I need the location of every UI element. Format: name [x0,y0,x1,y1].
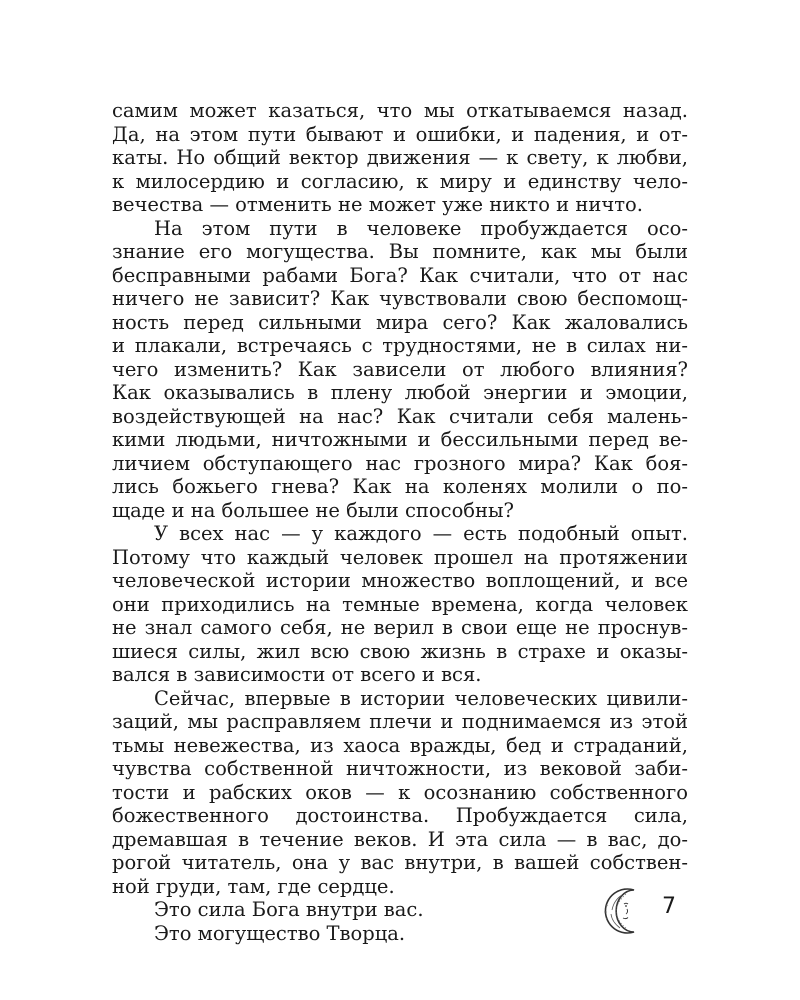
page-footer [0,880,800,940]
text-line: вечества — отменить не может уже никто и ничто. [112,193,643,216]
paragraph-first-line: Сейчас, впервые в истории человеческих цивили- [154,686,688,710]
page-number: 7 [662,894,676,919]
text-line: самим может казаться, что мы откатываемся назад. [112,99,688,122]
text-line: божественного достоинства. Пробуждается сила, [112,804,688,827]
text-line: знание его могущества. Вы помните, как мы были [112,240,688,263]
text-line: Как оказывались в плену любой энергии и эмоции, [112,381,688,404]
text-line: заций, мы расправляем плечи и поднимаемся из этой [112,710,688,733]
text-line: они приходились на темные времена, когда человек [112,592,688,616]
text-line: тости и рабских оков — к осознанию собственного [112,780,688,804]
paragraph-first-line: У всех нас — у каждого — есть подобный опыт. [154,522,688,545]
text-line: ность перед сильными мира сего? Как жаловались [112,310,688,334]
text-line: воздействующей на нас? Как считали себя малень- [112,404,688,428]
text-line: рогой читатель, она у вас внутри, в вашей собствен- [112,851,688,874]
text-line: к милосердию и согласию, к миру и единству чело- [112,169,688,193]
text-line: ной груди, там, где сердце. [112,874,395,898]
text-line: ничего не зависит? Как чувствовали свою беспомощ- [112,287,688,310]
text-line: шиеся силы, жил всю свою жизнь в страхе и оказы- [112,639,688,663]
text-line: вался в зависимости от всего и вся. [112,663,482,686]
text-line: чего изменить? Как зависели от любого влияния? [112,357,688,381]
text-line: Потому что каждый человек прошел на протяжении [112,545,688,569]
text-line: Да, на этом пути бывают и ошибки, и падения, и от- [112,122,688,146]
text-line: лись божьего гнева? Как на коленях молили о по- [112,475,688,498]
text-line: кими людьми, ничтожными и бессильными перед ве- [112,428,688,451]
text-line: щаде и на большее не были способны? [112,498,515,522]
text-line: чувства собственной ничтожности, из вековой заби- [112,757,688,780]
text-line: тьмы невежества, из хаоса вражды, бед и страданий, [112,733,688,757]
text-line: человеческой истории множество воплощений, и все [112,569,688,592]
paragraph-first-line: Это сила Бога внутри вас. [154,898,424,921]
text-line: личием обступающего нас грозного мира? Как боя- [112,451,688,475]
paragraph-first-line: На этом пути в человеке пробуждается осо- [154,216,688,240]
paragraph-first-line: Это могущество Творца. [154,921,406,945]
page-text [112,99,688,945]
crescent-moon-face-icon [600,886,650,936]
text-line: каты. Но общий вектор движения — к свету, к любви, [112,146,688,169]
text-line: и плакали, встречаясь с трудностями, не в силах ни- [112,334,688,357]
text-line: бесправными рабами Бога? Как считали, что от нас [112,263,688,287]
text-line: не знал самого себя, не верил в свои еще не проснув- [112,616,688,639]
text-line: дремавшая в течение веков. И эта сила — в вас, до- [112,827,688,851]
